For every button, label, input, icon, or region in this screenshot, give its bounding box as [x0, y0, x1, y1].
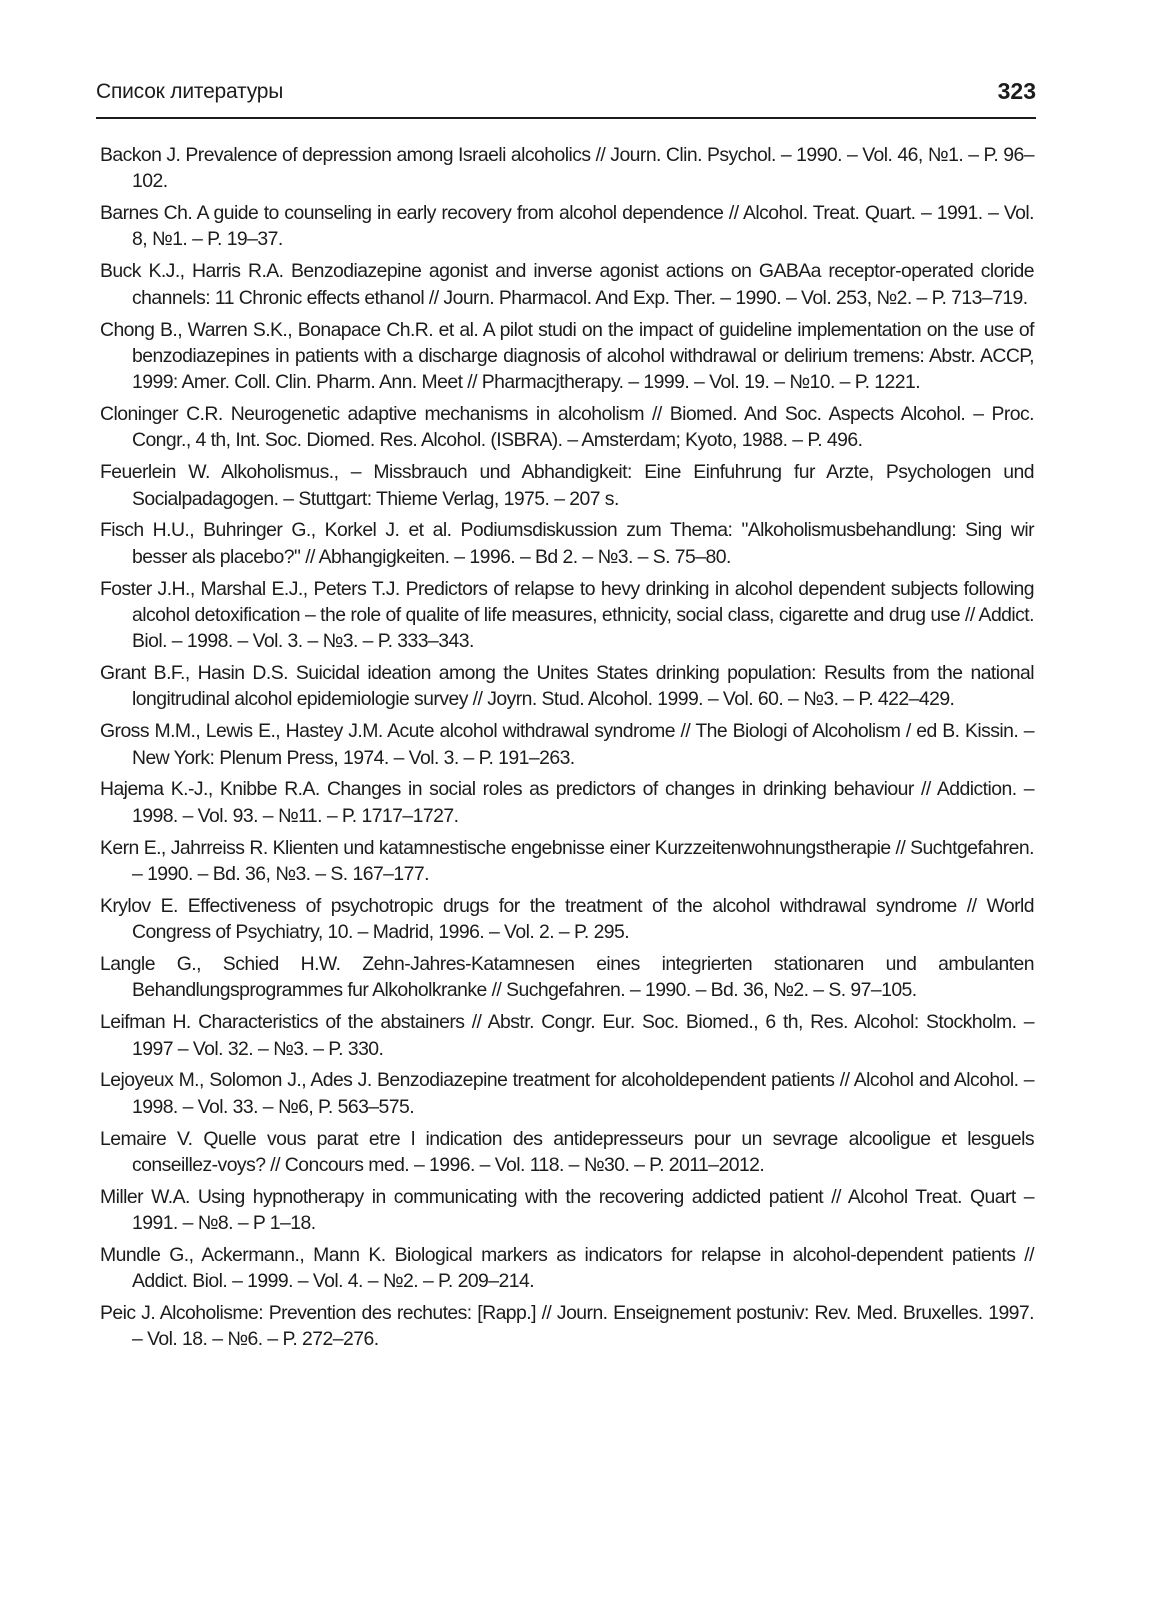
reference-list [100, 142, 1034, 1358]
reference-feuerlein: Feuerlein W. Alkoholismus., – Missbrauch und Abhandigkeit: Eine Einfuhrung fur Arzte, Psychologen und Socialpadagogen. – Stuttgart: Thieme Verlag, 1975. – 207 s. [100, 461, 1034, 510]
reference-chong: Chong B., Warren S.K., Bonapace Ch.R. et al. A pilot studi on the impact of guideline implementation on the use of benzodiazepines in patients with a discharge diagnosis of alcohol withdrawal or delirium tremens: Abstr. ACCP, 1999: Amer. Coll. Clin. Pharm. Ann. Meet // Pharmacjtherapy. – 1999. – Vol. 19. – №10. – P. 1221. [100, 318, 1034, 394]
reference-lemaire: Lemaire V. Quelle vous parat etre l indication des antidepresseurs pour un sevrage alcooligue et lesguels conseillez-voys? // Concours med. – 1996. – Vol. 118. – №30. – P. 2011–2012. [100, 1127, 1034, 1176]
page-number: 323 [997, 78, 1036, 104]
reference-backon: Backon J. Prevalence of depression among Israeli alcoholics // Journ. Clin. Psychol. – 1990. – Vol. 46, №1. – P. 96–102. [100, 144, 1034, 193]
reference-cloninger: Cloninger C.R. Neurogenetic adaptive mechanisms in alcoholism // Biomed. And Soc. Aspects Alcohol. – Proc. Congr., 4 th, Int. Soc. Diomed. Res. Alcohol. (ISBRA). – Amsterdam; Kyoto, 1988. – P. 496. [100, 403, 1034, 452]
reference-kern: Kern E., Jahrreiss R. Klienten und katamnestische engebnisse einer Kurzzeitenwohnungstherapie // Suchtgefahren. – 1990. – Bd. 36, №3. – S. 167–177. [100, 836, 1034, 885]
reference-foster: Foster J.H., Marshal E.J., Peters T.J. Predictors of relapse to hevy drinking in alcohol dependent subjects following alcohol detoxification – the role of qualite of life measures, ethnicity, social class, cigarette and drug use // Addict. Biol. – 1998. – Vol. 3. – №3. – P. 333–343. [100, 577, 1034, 653]
header-rule [96, 117, 1036, 119]
reference-miller: Miller W.A. Using hypnotherapy in communicating with the recovering addicted patient // Alcohol Treat. Quart – 1991. – №8. – P 1–18. [100, 1185, 1034, 1235]
reference-mundle: Mundle G., Ackermann., Mann K. Biological markers as indicators for relapse in alcohol-dependent patients // Addict. Biol. – 1999. – Vol. 4. – №2. – P. 209–214. [100, 1243, 1034, 1293]
reference-buck: Buck K.J., Harris R.A. Benzodiazepine agonist and inverse agonist actions on GABAa receptor-operated cloride channels: 11 Chronic effects ethanol // Journ. Pharmacol. And Exp. Ther. – 1990. – Vol. 253, №2. – P. 713–719. [100, 260, 1034, 309]
reference-peic: Peic J. Alcoholisme: Prevention des rechutes: [Rapp.] // Journ. Enseignement postuniv: Rev. Med. Bruxelles. 1997. – Vol. 18. – №6. – P. 272–276. [100, 1302, 1034, 1351]
reference-grant: Grant B.F., Hasin D.S. Suicidal ideation among the Unites States drinking population: Results from the national longitrudinal alcohol epidemiologie survey // Joyrn. Stud. Alcohol. 1999. – Vol. 60. – №3. – P. 422–429. [100, 662, 1034, 711]
reference-gross: Gross M.M., Lewis E., Hastey J.M. Acute alcohol withdrawal syndrome // The Biologi of Alcoholism / ed B. Kissin. – New York: Plenum Press, 1974. – Vol. 3. – P. 191–263. [100, 720, 1034, 769]
section-title: Список литературы [96, 80, 284, 103]
reference-leifman: Leifman H. Characteristics of the abstainers // Abstr. Congr. Eur. Soc. Biomed., 6 th, Res. Alcohol: Stockholm. – 1997 – Vol. 32. – №3. – P. 330. [100, 1011, 1034, 1060]
reference-krylov: Krylov E. Effectiveness of psychotropic drugs for the treatment of the alcohol withdrawal syndrome // World Congress of Psychiatry, 10. – Madrid, 1996. – Vol. 2. – P. 295. [100, 894, 1034, 944]
reference-hajema: Hajema K.-J., Knibbe R.A. Changes in social roles as predictors of changes in drinking behaviour // Addiction. – 1998. – Vol. 93. – №11. – P. 1717–1727. [100, 778, 1034, 827]
running-head [96, 80, 1036, 112]
reference-barnes: Barnes Ch. A guide to counseling in early recovery from alcohol dependence // Alcohol. Treat. Quart. – 1991. – Vol. 8, №1. – P. 19–37. [100, 202, 1034, 251]
reference-fisch: Fisch H.U., Buhringer G., Korkel J. et al. Podiumsdiskussion zum Thema: "Alkoholismusbehandlung: Sing wir besser als placebo?" // Abhangigkeiten. – 1996. – Bd 2. – №3. – S. 75–80. [100, 519, 1034, 568]
reference-lejoyeux: Lejoyeux M., Solomon J., Ades J. Benzodiazepine treatment for alcoholdependent patients // Alcohol and Alcohol. – 1998. – Vol. 33. – №6, P. 563–575. [100, 1069, 1034, 1118]
reference-langle: Langle G., Schied H.W. Zehn-Jahres-Katamnesen eines integrierten stationaren und ambulanten Behandlungsprogrammes fur Alkoholkranke // Suchgefahren. – 1990. – Bd. 36, №2. – S. 97–105. [100, 953, 1034, 1002]
